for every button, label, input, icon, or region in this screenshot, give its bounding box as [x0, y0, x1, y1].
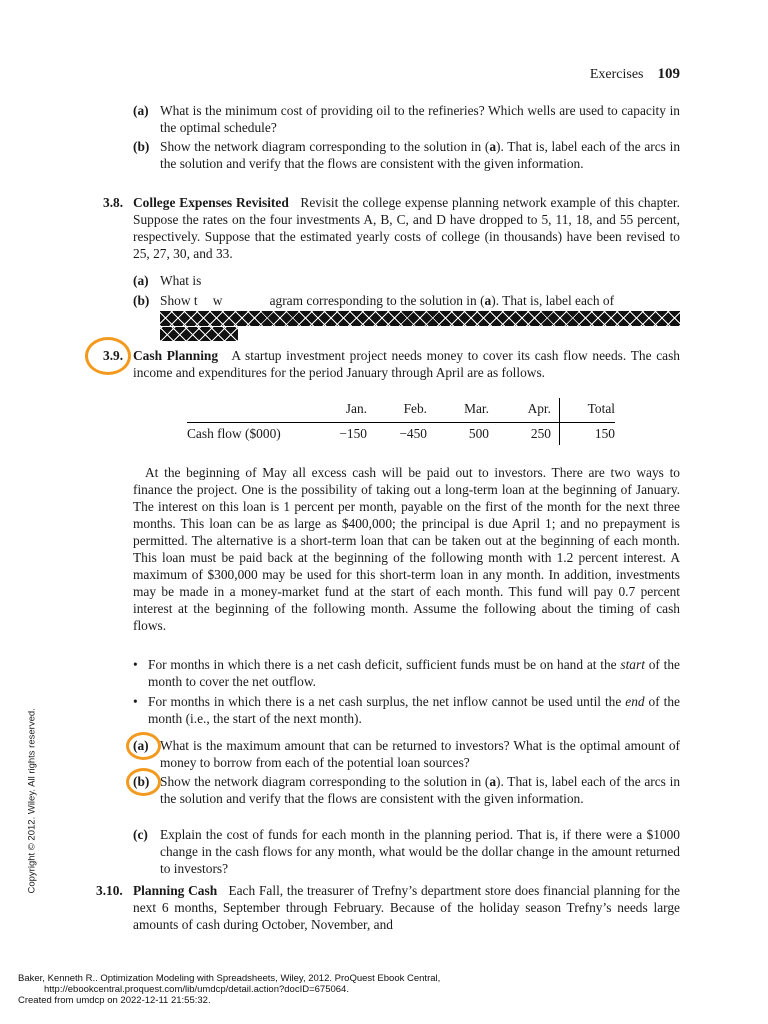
- part-text: What is the maximum amount that can be returned to investors? What is the optimal amount of money to borrow from each of the potential loan sources?: [160, 738, 680, 770]
- ex39-intro: Cash Planning A startup investment project needs money to cover its cash flow needs. The cash income and expenditures for the period January through April are as follows.: [133, 348, 680, 380]
- cell-feb: −450: [399, 426, 427, 441]
- ex37-part-b: [133, 138, 680, 172]
- page-number: 109: [657, 66, 680, 82]
- footer-citation: Baker, Kenneth R.. Optimization Modeling with Spreadsheets, Wiley, 2012. ProQuest Ebook Central,: [18, 973, 441, 984]
- ex310-number: 3.10.: [96, 883, 123, 898]
- cell-mar: 500: [468, 426, 489, 441]
- cash-flow-table: [187, 398, 615, 445]
- ex39-part-a: [133, 737, 680, 771]
- part-label: (a): [133, 273, 149, 288]
- ex39-number: 3.9.: [103, 348, 124, 363]
- footer-created: Created from umdcp on 2022-12-11 21:55:32.: [18, 995, 211, 1006]
- part-text: What is: [160, 273, 202, 288]
- bullet-item: • For months in which there is a net cash surplus, the net inflow cannot be used until the end of the month (i.e., the start of the next month).: [133, 694, 680, 726]
- row-label: Cash flow ($000): [187, 426, 281, 441]
- col-feb: Feb.: [367, 398, 427, 423]
- part-label: (a): [133, 103, 149, 118]
- part-text: Explain the cost of funds for each month in the planning period. That is, if there were a $1000 change in the cash flows for any month, what would be the dollar change in the amount returned to investors?: [160, 827, 680, 876]
- table-header-row: [187, 398, 615, 423]
- part-label: (b): [133, 293, 150, 308]
- part-label: (a): [133, 738, 149, 753]
- cell-jan: −150: [339, 426, 367, 441]
- bullet-dot: •: [133, 657, 138, 672]
- ex39-title: Cash Planning: [133, 348, 219, 363]
- side-copyright: Copyright © 2012. Wiley. All rights reserved.: [26, 708, 38, 894]
- ex310-body: Planning Cash Each Fall, the treasurer of Trefny’s department store does financial planning for the next 6 months, September through February. Because of the holiday season Trefny’s needs large amounts of cash during October, November, and: [133, 883, 680, 932]
- cell-total: 150: [594, 426, 615, 441]
- ex39-part-b: [133, 773, 680, 807]
- table-row: [187, 423, 615, 446]
- bullet-dot: •: [133, 694, 138, 709]
- ex310-title: Planning Cash: [133, 883, 218, 898]
- ex39-paragraph: At the beginning of May all excess cash will be paid out to investors. There are two ways to finance the project. One is the possibility of taking out a long-term loan at the beginning of January. The interest on this loan is 1 percent per month, payable on the first of the month for the next three months. This loan can be as large as $400,000; the principal is due April 1; and no prepayment is permitted. The alternative is a short-term loan that can be taken out at the beginning of each month. This loan must be paid back at the beginning of the following month with 1.2 percent interest. A maximum of $300,000 may be used for this short-term loan in any month. In addition, investments may be made in a money-market fund at the start of each month. This fund will pay 0.7 percent interest at the beginning of the following month. Assume the following about the timing of cash flows.: [133, 465, 680, 633]
- redaction-bar: [160, 327, 238, 341]
- part-label: (c): [133, 827, 148, 842]
- part-text: Show the network diagram corresponding to the solution in (a). That is, label each of the arcs in the solution and verify that the flows are consistent with the given information.: [160, 139, 681, 171]
- cell-apr: 250: [489, 423, 560, 446]
- header-section: Exercises: [589, 67, 644, 82]
- part-label: (b): [133, 774, 150, 789]
- col-total: Total: [560, 398, 616, 423]
- ex37-part-a: [133, 102, 680, 136]
- col-mar: Mar.: [427, 398, 489, 423]
- ex39-part-c: [133, 826, 680, 877]
- part-text: Show the network diagram corresponding to the solution in (a). That is, label each of the arcs in the solution and verify that the flows are consistent with the given information.: [160, 774, 681, 806]
- col-jan: Jan.: [319, 398, 367, 423]
- ex38-title: College Expenses Revisited: [133, 195, 289, 210]
- bullet-item: • For months in which there is a net cash deficit, sufficient funds must be on hand at the start of the month to cover the net outflow.: [133, 657, 680, 689]
- ex38-part-b: [133, 292, 680, 309]
- redaction-bar: [160, 311, 680, 326]
- col-apr: Apr.: [489, 398, 560, 423]
- ex38-number: 3.8.: [103, 195, 124, 210]
- footer-url[interactable]: http://ebookcentral.proquest.com/lib/umdcp/detail.action?docID=675064.: [44, 984, 349, 995]
- part-text: Show t w agram corresponding to the solution in (a). That is, label each of: [160, 293, 615, 308]
- running-header: [590, 66, 680, 83]
- part-text: What is the minimum cost of providing oil to the refineries? Which wells are used to capacity in the optimal schedule?: [160, 103, 680, 135]
- part-label: (b): [133, 139, 150, 154]
- ex38-part-a: [133, 272, 680, 289]
- ex38-body: College Expenses Revisited Revisit the college expense planning network example of this chapter. Suppose the rates on the four investments A, B, C, and D have dropped to 5, 11, 18, and 55 percent, respectively. Suppose that the estimated yearly costs of college (in thousands) have been revised to 25, 27, 30, and 33.: [133, 195, 680, 261]
